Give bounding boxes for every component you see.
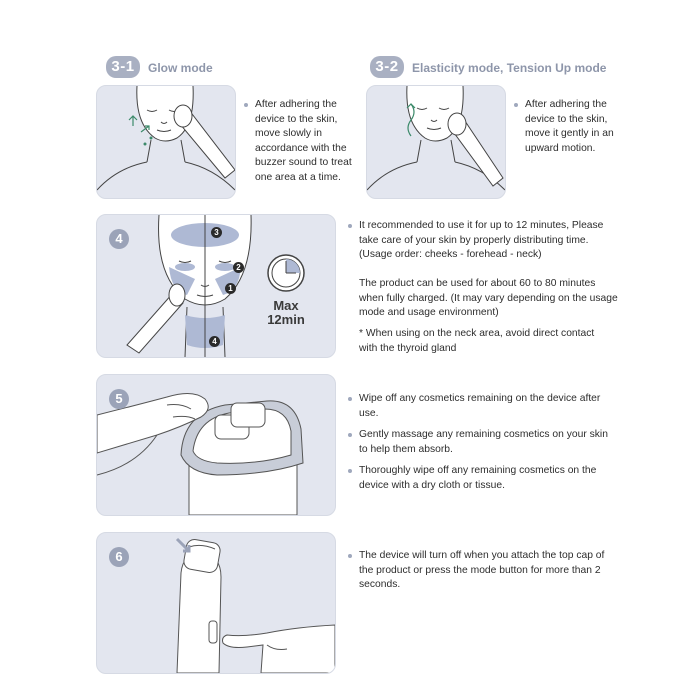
battery-info: The product can be used for about 60 to 80 minutes when fully charged. (It may vary depending on the usage mode and usage environment) <box>359 278 618 318</box>
max-time-label <box>263 299 309 327</box>
elasticity-mode-instructions <box>512 98 624 163</box>
list-item: Gently massage any remaining cosmetics on your skin to help them absorb. <box>346 428 618 457</box>
thyroid-note: * When using on the neck area, avoid direct contact with the thyroid gland <box>359 328 595 354</box>
list-item: After adhering the device to the skin, move it gently in an upward motion. <box>512 98 624 156</box>
zone-marker-4: 4 <box>209 336 220 347</box>
arrow-down-icon <box>173 533 193 555</box>
zone-marker-1: 1 <box>225 283 236 294</box>
elasticity-mode-title: Elasticity mode, Tension Up mode <box>412 61 607 75</box>
list-item: Thoroughly wipe off any remaining cosmetics on the device with a dry cloth or tissue. <box>346 464 618 493</box>
zone-marker-2: 2 <box>233 262 244 273</box>
cleaning-instructions <box>346 392 618 500</box>
power-off-illustration <box>96 532 336 674</box>
list-item: The device will turn off when you attach the top cap of the product or press the mode button for more than 2 seconds. <box>346 549 618 593</box>
step-number-5: 5 <box>109 389 129 409</box>
step-badge-3-2: 3-2 <box>370 56 404 78</box>
step-number-4: 4 <box>109 229 129 249</box>
list-item: Wipe off any cosmetics remaining on the device after use. <box>346 392 618 421</box>
glow-mode-instructions <box>242 98 362 192</box>
list-item: After adhering the device to the skin, move slowly in accordance with the buzzer sound to treat one area at a time. <box>242 98 362 185</box>
cleaning-illustration <box>96 374 336 516</box>
step-badge-3-1: 3-1 <box>106 56 140 78</box>
list-item: It recommended to use it for up to 12 minutes, Please take care of your skin by properly distributing time. (Usage order: cheeks - forehead - neck) <box>346 219 616 263</box>
elasticity-mode-illustration <box>366 85 506 199</box>
clock-icon <box>268 255 304 291</box>
step-number-6: 6 <box>109 547 129 567</box>
glow-mode-illustration <box>96 85 236 199</box>
max-minutes: 12min <box>267 312 305 327</box>
max-label: Max <box>273 298 299 313</box>
zone-marker-3: 3 <box>211 227 222 238</box>
power-off-instructions <box>346 549 618 600</box>
usage-time-instructions <box>346 219 616 270</box>
usage-time-illustration <box>96 214 336 358</box>
glow-mode-title: Glow mode <box>148 61 213 75</box>
